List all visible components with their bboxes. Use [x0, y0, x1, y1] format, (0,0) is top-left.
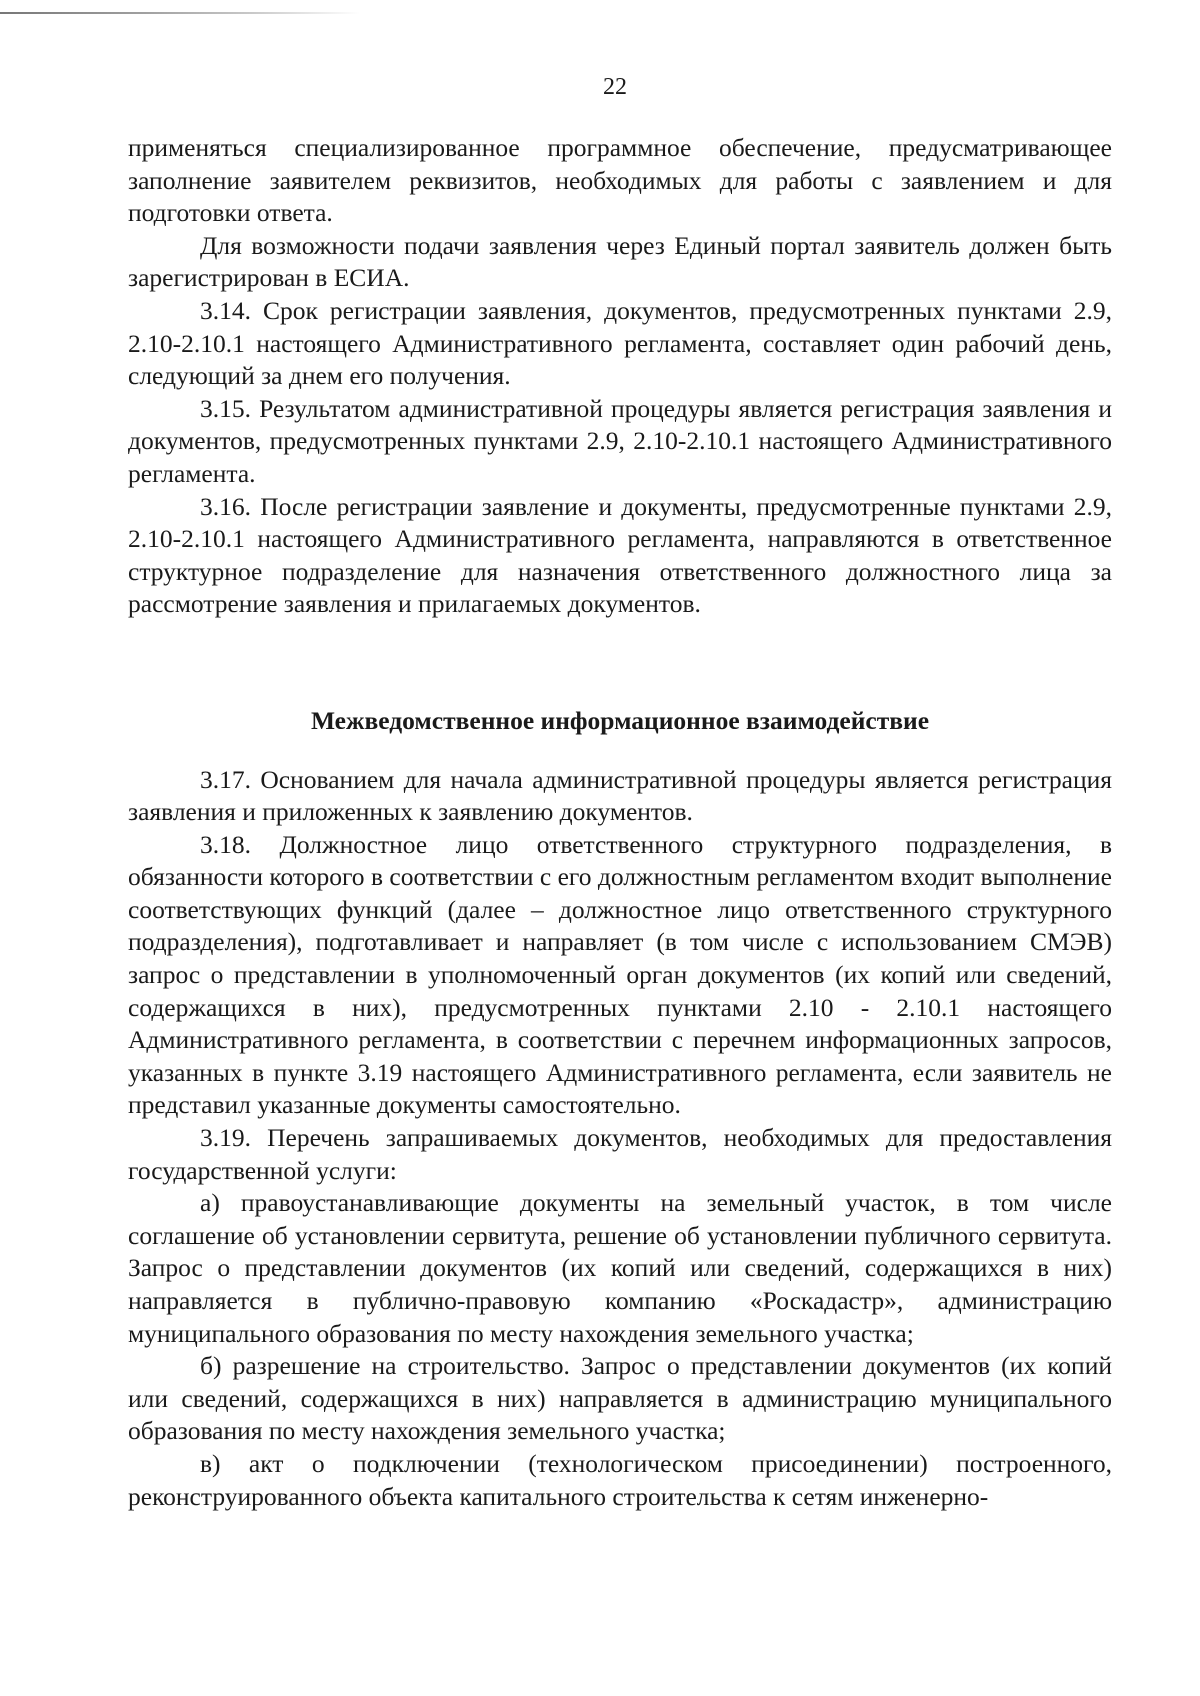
paragraph-esia: Для возможности подачи заявления через Единый портал заявитель должен быть зарегистрирован в ЕСИА.	[128, 230, 1112, 293]
page-number: 22	[603, 74, 627, 100]
paragraph-item-b: б) разрешение на строительство. Запрос о представлении документов (их копий или сведений, содержащихся в них) направляется в администрацию муниципального образования по месту нахождения земельного участка;	[128, 1351, 1112, 1446]
heading-spacer	[128, 738, 1112, 764]
paragraph-item-v: в) акт о подключении (технологическом присоединении) построенного, реконструированного объекта капитального строительства к сетям инженерно-	[128, 1448, 1112, 1511]
paragraph-item-a: а) правоустанавливающие документы на земельный участок, в том числе соглашение об установлении сервитута, решение об установлении публичного сервитута. Запрос о представлении документов (их копий или сведений, содержащихся в них) направляется в публично-правовую компанию «Роскадастр», администрацию муниципального образования по месту нахождения земельного участка;	[128, 1188, 1112, 1348]
paragraph-3-17: 3.17. Основанием для начала административной процедуры является регистрация заявления и приложенных к заявлению документов.	[128, 764, 1112, 827]
paragraph-3-15: 3.15. Результатом административной процедуры является регистрация заявления и документов, предусмотренных пунктами 2.9, 2.10-2.10.1 настоящего Административного регламента.	[128, 393, 1112, 488]
paragraph-3-18: 3.18. Должностное лицо ответственного структурного подразделения, в обязанности которого в соответствии с его должностным регламентом входит выполнение соответствующих функций (далее – должностное лицо ответственного структурного подразделения), подготавливает и направляет (в том числе с использованием СМЭВ) запрос о представлении в уполномоченный орган документов (их копий или сведений, содержащихся в них), предусмотренных пунктами 2.10 - 2.10.1 настоящего Административного регламента, в соответствии с перечнем информационных запросов, указанных в пункте 3.19 настоящего Административного регламента, если заявитель не представил указанные документы самостоятельно.	[128, 829, 1112, 1120]
paragraph-3-14: 3.14. Срок регистрации заявления, документов, предусмотренных пунктами 2.9, 2.10-2.10.1 настоящего Административного регламента, составляет один рабочий день, следующий за днем его получения.	[128, 295, 1112, 391]
scan-artifact-line	[0, 12, 360, 14]
paragraph-continuation: применяться специализированное программное обеспечение, предусматривающее заполнение заявителем реквизитов, необходимых для работы с заявлением и для подготовки ответа.	[128, 133, 1112, 228]
section-heading: Межведомственное информационное взаимодействие	[310, 705, 930, 735]
paragraph-3-16: 3.16. После регистрации заявление и документы, предусмотренные пунктами 2.9, 2.10-2.10.1 настоящего Административного регламента, направляются в ответственное структурное подразделение для назначения ответственного должностного лица за рассмотрение заявления и прилагаемых документов.	[128, 491, 1112, 619]
paragraph-3-19: 3.19. Перечень запрашиваемых документов, необходимых для предоставления государственной услуги:	[128, 1123, 1112, 1185]
document-body	[128, 132, 1112, 1513]
section-spacer	[128, 621, 1112, 705]
